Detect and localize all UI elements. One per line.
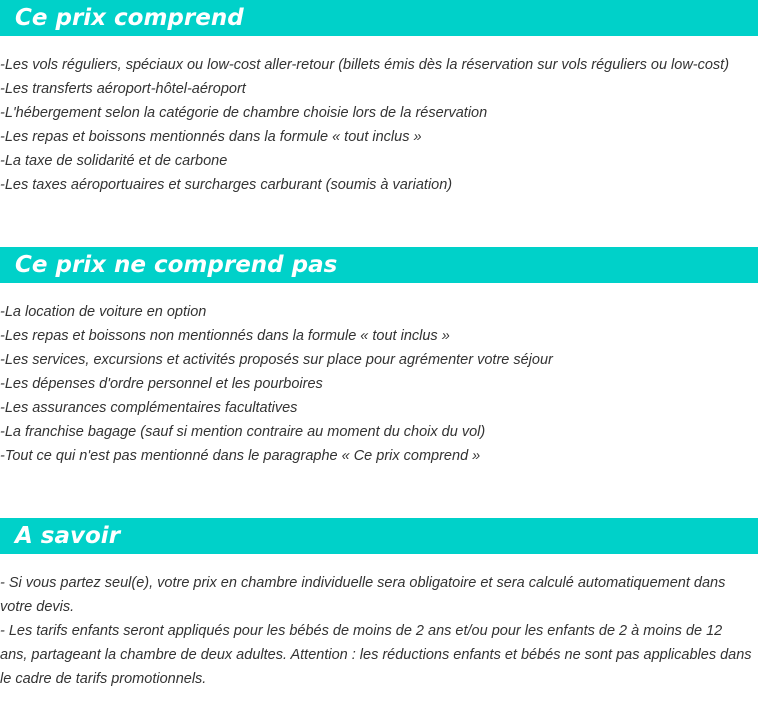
section-header-excludes: Ce prix ne comprend pas (0, 247, 758, 283)
info-paragraph: - Les tarifs enfants seront appliqués pour les bébés de moins de 2 ans et/ou pour les enfants de 2 à moins de 12 ans, partageant la chambre de deux adultes. Attention : les réductions enfants et bébés ne sont pas applicables dans le cadre de tarifs promotionnels. (0, 623, 752, 687)
section-header-good-to-know: A savoir (0, 518, 758, 554)
info-paragraph: - Si vous partez seul(e), votre prix en chambre individuelle sera obligatoire et sera calculé automatiquement dans votre devis. (0, 575, 726, 615)
list-item: -La taxe de solidarité et de carbone (0, 153, 228, 169)
list-item: -Les services, excursions et activités proposés sur place pour agrémenter votre séjour (0, 352, 553, 368)
list-item: -Les repas et boissons non mentionnés dans la formule « tout inclus » (0, 328, 450, 344)
list-item: -La franchise bagage (sauf si mention contraire au moment du choix du vol) (0, 424, 486, 440)
list-item: -Les dépenses d'ordre personnel et les pourboires (0, 376, 323, 392)
list-item: -L'hébergement selon la catégorie de chambre choisie lors de la réservation (0, 105, 488, 121)
list-item: -Les vols réguliers, spéciaux ou low-cost aller-retour (billets émis dès la réservation sur vols réguliers ou low-cost) (0, 57, 730, 73)
list-item: -Les transferts aéroport-hôtel-aéroport (0, 81, 246, 97)
excludes-list (0, 300, 758, 468)
good-to-know-body (0, 571, 752, 691)
list-item: -Tout ce qui n'est pas mentionné dans le paragraphe « Ce prix comprend » (0, 448, 481, 464)
section-header-includes: Ce prix comprend (0, 0, 758, 36)
list-item: -La location de voiture en option (0, 304, 207, 320)
list-item: -Les assurances complémentaires facultatives (0, 400, 298, 416)
includes-list (0, 53, 758, 197)
list-item: -Les repas et boissons mentionnés dans la formule « tout inclus » (0, 129, 422, 145)
list-item: -Les taxes aéroportuaires et surcharges carburant (soumis à variation) (0, 177, 453, 193)
